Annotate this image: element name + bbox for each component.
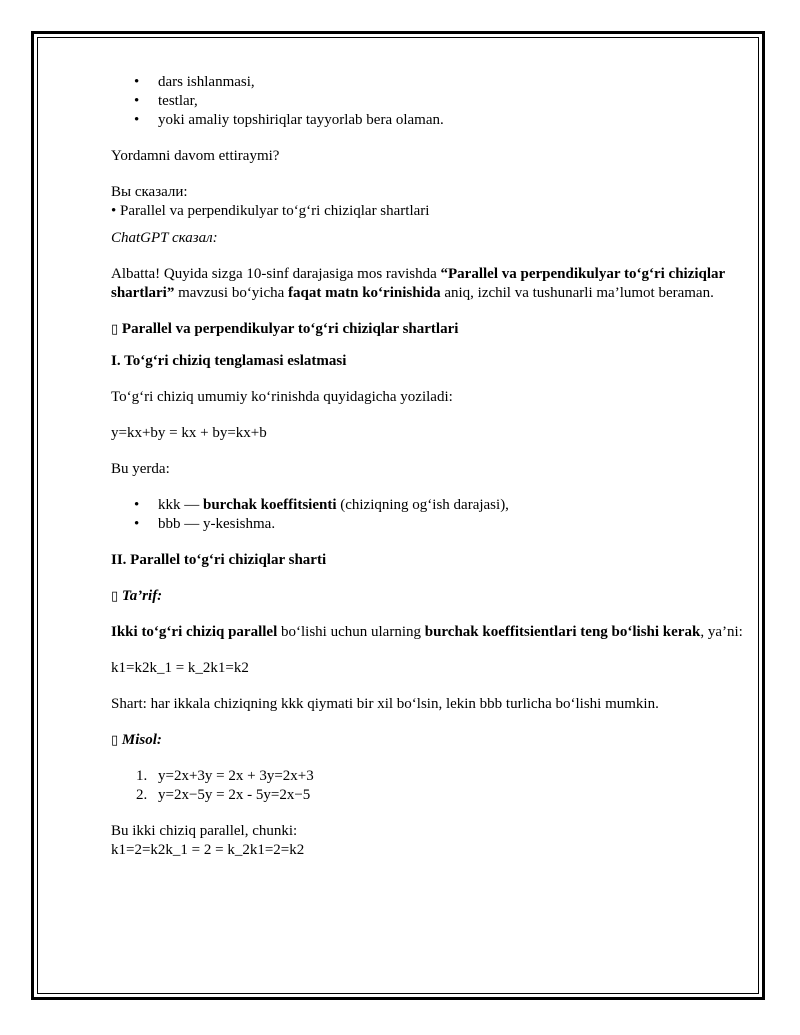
section1-title: I. To‘g‘ri chiziq tenglamasi eslatmasi (111, 353, 347, 369)
user-message: • Parallel va perpendikulyar to‘g‘ri chiziqlar shartlari (111, 203, 430, 219)
list-item: • yoki amaliy topshiriqlar tayyorlab bera olaman. (134, 112, 444, 128)
continue-question: Yordamni davom ettiraymi? (111, 148, 280, 164)
missing-glyph-icon: ▯ (111, 733, 119, 748)
bullet-icon: • (134, 497, 140, 513)
intro-list (111, 73, 751, 130)
definition-label: ▯ Ta’rif: (111, 588, 163, 604)
bullet-icon: • (134, 516, 140, 532)
list-item: • testlar, (134, 93, 198, 109)
parallel-formula: k1=k2k_1 = k_2k1=k2 (111, 660, 249, 676)
missing-glyph-icon: ▯ (111, 589, 119, 604)
list-item: 1. y=2x+3y = 2x + 3y=2x+3 (136, 768, 314, 784)
answer-intro: Albatta! Quyida sizga 10-sinf darajasiga mos ravishda “Parallel va perpendikulyar to‘g‘ri chiziqlar shartlari” mavzusi bo‘yicha faqat matn ko‘rinishida aniq, izchil va tushunarli ma’lumot beraman. (111, 266, 725, 301)
section1-text: To‘g‘ri chiziq umumiy ko‘rinishda quyidagicha yoziladi: (111, 389, 453, 405)
where-list (111, 496, 751, 534)
where-label: Bu yerda: (111, 461, 170, 477)
section1-formula: y=kx+by = kx + by=kx+b (111, 425, 267, 441)
user-label: Вы сказали: (111, 184, 188, 200)
conclusion-line-2: k1=2=k2k_1 = 2 = k_2k1=2=k2 (111, 842, 305, 858)
list-item: • bbb — y-kesishma. (134, 516, 276, 532)
missing-glyph-icon: ▯ (111, 322, 119, 337)
condition-text: Shart: har ikkala chiziqning kkk qiymati bir xil bo‘lsin, lekin bbb turlicha bo‘lishi mumkin. (111, 696, 659, 712)
bullet-icon: • (134, 74, 140, 90)
main-title: ▯ Parallel va perpendikulyar to‘g‘ri chiziqlar shartlari (111, 321, 459, 337)
bullet-icon: • (134, 112, 140, 128)
definition-text: Ikki to‘g‘ri chiziq parallel bo‘lishi uchun ularning burchak koeffitsientlari teng bo‘lishi kerak, ya’ni: (111, 624, 743, 640)
assistant-label: ChatGPT сказал: (111, 230, 218, 246)
bullet-icon: • (134, 93, 140, 109)
example-list (111, 767, 751, 805)
document-body (111, 73, 751, 860)
list-item: • kkk — burchak koeffitsienti (chiziqning og‘ish darajasi), (134, 497, 509, 513)
section2-title: II. Parallel to‘g‘ri chiziqlar sharti (111, 552, 327, 568)
conclusion-line-1: Bu ikki chiziq parallel, chunki: (111, 823, 298, 839)
list-item: 2. y=2x−5y = 2x - 5y=2x−5 (136, 787, 311, 803)
list-item: • dars ishlanmasi, (134, 74, 255, 90)
example-label: ▯ Misol: (111, 732, 162, 748)
